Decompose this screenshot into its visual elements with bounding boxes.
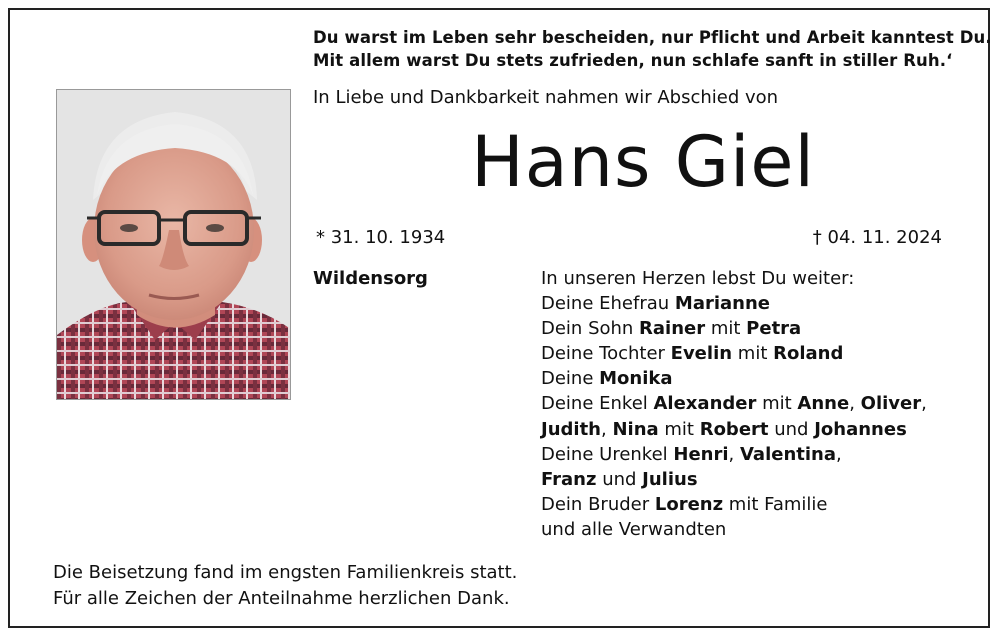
mourner-text: und alle Verwandten bbox=[541, 518, 727, 540]
mourner-name: Judith bbox=[541, 418, 601, 440]
mourner-text: Deine Ehefrau bbox=[541, 293, 675, 315]
mourner-name: Petra bbox=[746, 318, 802, 340]
portrait-photo bbox=[56, 89, 291, 400]
mourner-text: , bbox=[849, 393, 861, 415]
intro-text: In Liebe und Dankbarkeit nahmen wir Abschied von bbox=[313, 87, 779, 108]
mourner-text: , bbox=[728, 443, 740, 465]
mourner-text: mit bbox=[658, 418, 700, 440]
closing-text bbox=[53, 560, 517, 612]
mourner-text: , bbox=[836, 443, 842, 465]
mourner-text: , bbox=[921, 393, 927, 415]
mourner-text: und bbox=[596, 468, 643, 490]
death-date: † 04. 11. 2024 bbox=[812, 227, 942, 248]
mourner-text: mit bbox=[732, 343, 774, 365]
mourner-name: Anne bbox=[797, 393, 850, 415]
deceased-name: Hans Giel bbox=[471, 121, 815, 203]
mourner-text: mit Familie bbox=[723, 493, 828, 515]
mourner-line bbox=[541, 517, 927, 542]
mourner-text: Dein Sohn bbox=[541, 318, 640, 340]
mourner-name: Robert bbox=[699, 418, 769, 440]
closing-line: Die Beisetzung fand im engsten Familienkreis statt. bbox=[53, 562, 518, 583]
mourner-text: mit bbox=[705, 318, 747, 340]
birth-date: * 31. 10. 1934 bbox=[316, 227, 446, 248]
mourner-name: Nina bbox=[612, 418, 659, 440]
mourner-name: Henri bbox=[673, 443, 729, 465]
mourner-name: Roland bbox=[773, 343, 844, 365]
mourner-name: Evelin bbox=[670, 343, 733, 365]
mourners-list bbox=[541, 266, 927, 542]
mourner-line bbox=[541, 442, 927, 467]
mourner-name: Alexander bbox=[653, 393, 757, 415]
mourner-name: Marianne bbox=[674, 293, 770, 315]
mourner-name: Valentina bbox=[739, 443, 837, 465]
mourner-text: In unseren Herzen lebst Du weiter: bbox=[541, 268, 855, 289]
hometown: Wildensorg bbox=[313, 268, 428, 289]
mourner-name: Rainer bbox=[639, 318, 706, 340]
closing-line: Für alle Zeichen der Anteilnahme herzlichen Dank. bbox=[53, 588, 510, 609]
mourner-text: mit bbox=[756, 393, 798, 415]
mourner-text: , bbox=[601, 418, 613, 440]
mourner-text: Deine Enkel bbox=[541, 393, 654, 415]
mourner-line bbox=[541, 316, 927, 341]
quote-line: Du warst im Leben sehr bescheiden, nur Pflicht und Arbeit kanntest Du. bbox=[313, 28, 992, 47]
mourner-line bbox=[541, 341, 927, 366]
mourner-name: Julius bbox=[642, 468, 698, 490]
mourner-name: Oliver bbox=[860, 393, 922, 415]
mourner-line bbox=[541, 467, 927, 492]
mourner-name: Franz bbox=[541, 468, 597, 490]
mourner-line bbox=[541, 266, 927, 291]
mourner-name: Johannes bbox=[814, 418, 907, 440]
mourner-line bbox=[541, 366, 927, 391]
mourner-line bbox=[541, 391, 927, 416]
mourner-text: Deine Tochter bbox=[541, 343, 671, 365]
mourner-text: und bbox=[768, 418, 815, 440]
memorial-quote bbox=[313, 26, 992, 72]
mourner-line bbox=[541, 492, 927, 517]
mourner-name: Lorenz bbox=[654, 493, 724, 515]
mourner-line bbox=[541, 417, 927, 442]
mourner-text: Dein Bruder bbox=[541, 493, 655, 515]
quote-line: Mit allem warst Du stets zufrieden, nun schlafe sanft in stiller Ruh.‘ bbox=[313, 51, 953, 70]
mourner-text: Deine bbox=[541, 368, 600, 390]
mourner-line bbox=[541, 291, 927, 316]
mourner-text: Deine Urenkel bbox=[541, 443, 674, 465]
mourner-name: Monika bbox=[599, 368, 673, 390]
